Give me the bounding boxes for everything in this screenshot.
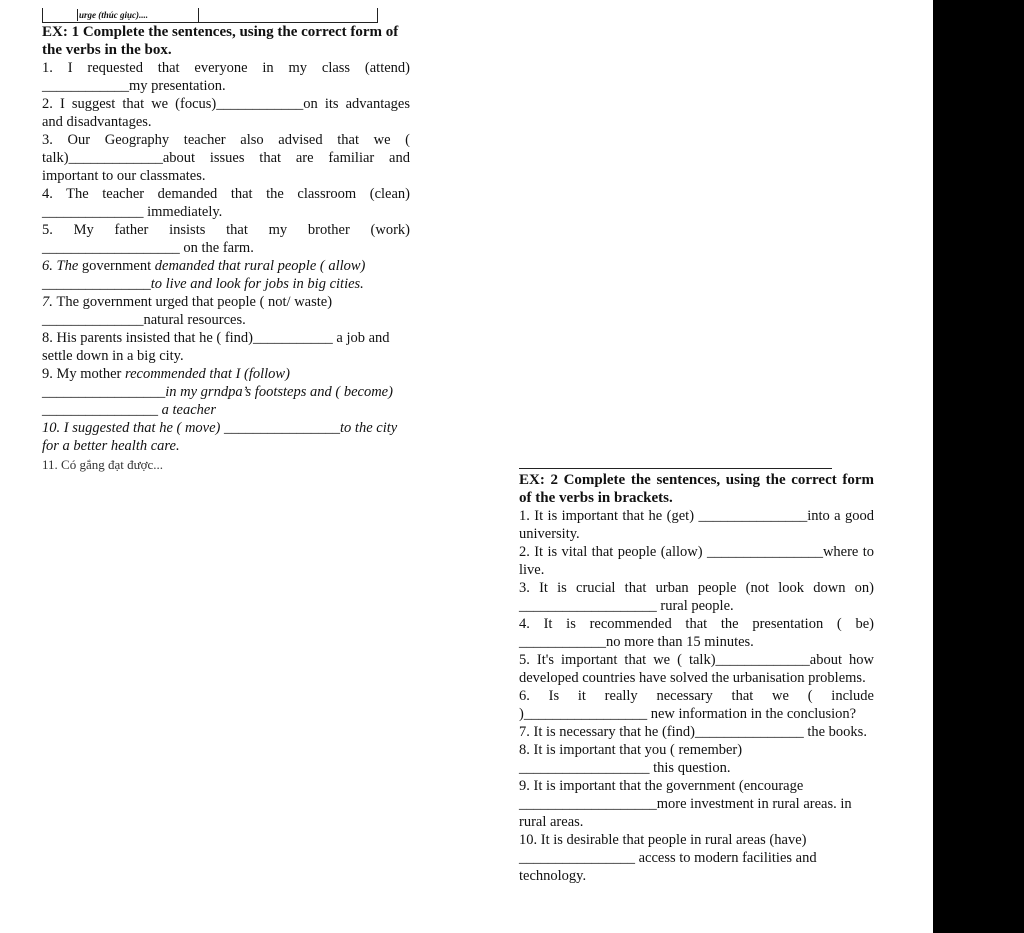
ex2-item-4: 4. It is recommended that the presentation ( be) ____________no more than 15 minutes. bbox=[519, 616, 874, 650]
ex2-item-8: 8. It is important that you ( remember) __________________ this question. bbox=[519, 742, 743, 776]
ex2-item-1: 1. It is important that he (get) _______________into a good university. bbox=[519, 508, 874, 542]
ex1-item-1: 1. I requested that everyone in my class (attend) ____________my presentation. bbox=[42, 60, 410, 94]
ex1-item-3: 3. Our Geography teacher also advised that we ( talk)_____________about issues that are familiar and important to our classmates. bbox=[42, 132, 410, 184]
ex2-item-2: 2. It is vital that people (allow) ________________where to live. bbox=[519, 544, 874, 578]
ex1-item-9: 9. My mother recommended that I (follow) _________________in my grndpa’s footsteps and ( become) ________________ a teacher bbox=[42, 366, 393, 418]
ex2-item-3: 3. It is crucial that urban people (not look down on) ___________________ rural people. bbox=[519, 580, 874, 614]
ex1-item-6: 6. The government demanded that rural people ( allow) _______________to live and look for jobs in big cities. bbox=[42, 258, 366, 292]
ex2-item-10: 10. It is desirable that people in rural areas (have) ________________ access to modern facilities and technology. bbox=[519, 832, 817, 884]
exercise-1-title: EX: 1 Complete the sentences, using the correct form of the verbs in the box. bbox=[42, 24, 399, 58]
exercise-2-title: EX: 2 Complete the sentences, using the correct form of the verbs in brackets. bbox=[519, 472, 874, 506]
ex1-item-5: 5. My father insists that my brother (work) ___________________ on the farm. bbox=[42, 222, 410, 256]
ex1-item-2: 2. I suggest that we (focus)____________on its advantages and disadvantages. bbox=[42, 96, 410, 130]
ex1-item-10: 10. I suggested that he ( move) ________________to the city for a better health care. bbox=[42, 420, 398, 454]
ex1-item-8: 8. His parents insisted that he ( find)___________ a job and settle down in a big city. bbox=[42, 330, 390, 364]
cutoff-line: 11. Có gắng đạt được... bbox=[42, 457, 164, 472]
section-rule bbox=[519, 468, 832, 469]
header-table-box bbox=[42, 8, 378, 23]
ex2-item-5: 5. It's important that we ( talk)_____________about how developed countries have solved the urbanisation problems. bbox=[519, 652, 875, 686]
ex1-item-7: 7. The government urged that people ( not/ waste) ______________natural resources. bbox=[42, 294, 333, 328]
ex2-item-9: 9. It is important that the government (encourage ___________________more investment in rural areas. in rural areas. bbox=[519, 778, 852, 830]
exercise-1 bbox=[42, 23, 410, 455]
black-side-panel bbox=[933, 0, 1024, 933]
table-divider bbox=[198, 8, 199, 22]
ex1-item-4: 4. The teacher demanded that the classroom (clean) ______________ immediately. bbox=[42, 186, 410, 220]
exercise-2 bbox=[519, 471, 874, 885]
ex2-item-6: 6. Is it really necessary that we ( include )_________________ new information in the conclusion? bbox=[519, 688, 874, 722]
ex2-item-7: 7. It is necessary that he (find)_______________ the books. bbox=[519, 724, 867, 740]
top-note: urge (thúc giục).... bbox=[79, 10, 149, 20]
